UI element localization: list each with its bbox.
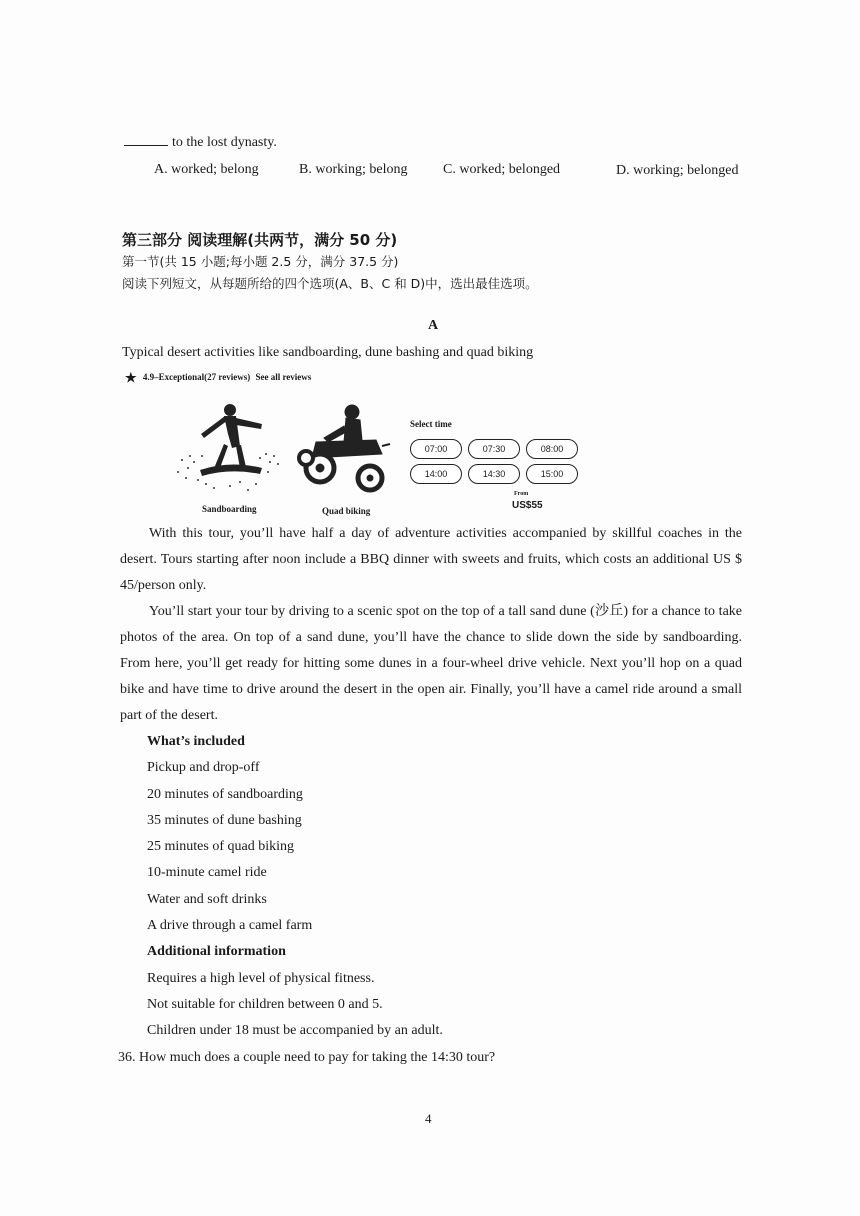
question-stem-tail: to the lost dynasty. — [124, 135, 277, 151]
section-heading: 第三部分 阅读理解(共两节，满分 50 分) — [122, 231, 398, 249]
option-d: D. working; belonged — [616, 163, 739, 178]
list-item: 25 minutes of quad biking — [147, 839, 294, 855]
price-from-label: From — [514, 491, 529, 497]
rating-row — [125, 370, 311, 386]
paragraph-2: You’ll start your tour by driving to a scenic spot on the top of a tall sand dune (沙丘) for a chance to take photos of the area. On top of a sand dune, you’ll have the chance to slide down the side by sandboarding. From here, you’ll get ready for hitting some dunes in a four-wheel drive vehicle. Next you’ll hop on a quad bike and have time to drive around the desert in the open air. Finally, you’ll have a camel ride around a small part of the desert. — [120, 604, 742, 723]
time-option-0800[interactable]: 08:00 — [526, 439, 578, 459]
list-item: 10-minute camel ride — [147, 865, 267, 881]
passage-title: Typical desert activities like sandboarding, dune bashing and quad biking — [122, 345, 534, 360]
time-option-1400[interactable]: 14:00 — [410, 464, 462, 484]
answer-blank — [124, 145, 168, 146]
caption-sandboarding: Sandboarding — [202, 504, 257, 514]
star-icon: ★ — [125, 370, 137, 385]
list-item: Requires a high level of physical fitness. — [147, 970, 375, 986]
question-36: 36. How much does a couple need to pay for taking the 14:30 tour? — [118, 1050, 496, 1065]
passage-letter: A — [428, 318, 439, 333]
time-option-0700[interactable]: 07:00 — [410, 439, 462, 459]
section-subheading: 第一节(共 15 小题;每小题 2.5 分，满分 37.5 分) — [122, 254, 399, 269]
option-c: C. worked; belonged — [443, 162, 561, 177]
select-time-label: Select time — [410, 419, 452, 429]
time-option-1500[interactable]: 15:00 — [526, 464, 578, 484]
caption-quad-biking: Quad biking — [322, 506, 371, 516]
quad-bike-illustration — [296, 402, 391, 498]
price-value: US$55 — [512, 500, 543, 511]
sandboarder-illustration — [170, 398, 285, 496]
time-option-0730[interactable]: 07:30 — [468, 439, 520, 459]
see-reviews-link[interactable]: See all reviews — [255, 372, 312, 382]
page-number: 4 — [425, 1111, 432, 1126]
included-list — [147, 729, 443, 1045]
option-b: B. working; belong — [299, 162, 408, 177]
list-item: 20 minutes of sandboarding — [147, 786, 303, 802]
included-heading: What’s included — [147, 734, 245, 749]
additional-heading: Additional information — [147, 944, 286, 960]
section-instruction: 阅读下列短文，从每题所给的四个选项(A、B、C 和 D)中，选出最佳选项。 — [122, 276, 538, 291]
list-item: Water and soft drinks — [147, 891, 267, 907]
list-item: A drive through a camel farm — [147, 918, 313, 934]
list-item: Pickup and drop-off — [147, 760, 260, 776]
list-item: 35 minutes of dune bashing — [147, 812, 302, 828]
list-item: Children under 18 must be accompanied by an adult. — [147, 1023, 443, 1039]
option-a: A. worked; belong — [154, 162, 259, 177]
paragraph-1: With this tour, you’ll have half a day of adventure activities accompanied by skillful coaches in the desert. Tours starting after noon include a BBQ dinner with sweets and fruits, which costs an additional US $ 45/person only. — [120, 526, 742, 593]
list-item: Not suitable for children between 0 and 5. — [147, 996, 383, 1012]
time-option-1430[interactable]: 14:30 — [468, 464, 520, 484]
rating-text: 4.9–Exceptional(27 reviews) — [142, 372, 251, 382]
